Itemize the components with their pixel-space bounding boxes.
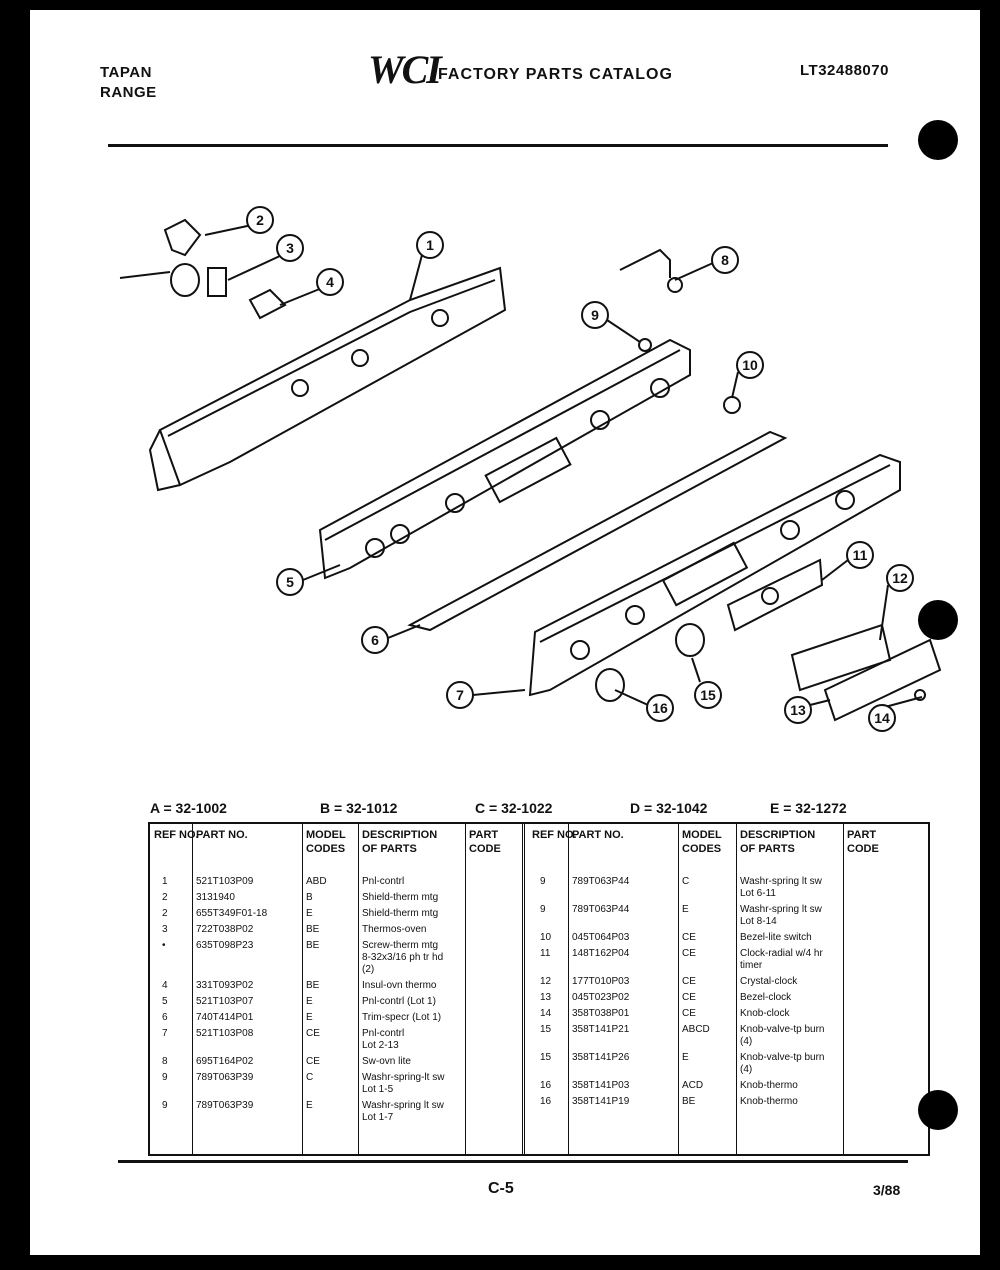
callout-label-4: 4	[326, 274, 334, 290]
part-knob-16	[596, 669, 624, 701]
callout-leader	[732, 372, 738, 398]
punch-hole	[918, 600, 958, 640]
cell-part: 358T038P01	[572, 1008, 630, 1019]
revision-date: 3/88	[873, 1182, 901, 1198]
cell-ref: 15	[540, 1024, 552, 1035]
page-number: C-5	[488, 1180, 514, 1197]
punch-hole	[918, 1090, 958, 1130]
column-divider	[192, 824, 193, 1154]
cell-desc: Clock-radial w/4 hr timer	[740, 948, 823, 971]
cell-part: 789T063P39	[196, 1100, 254, 1111]
cell-part: 789T063P44	[572, 876, 630, 887]
cell-desc: Knob-valve-tp burn (4)	[740, 1024, 825, 1047]
cell-part: 331T093P02	[196, 980, 254, 991]
cell-model: CE	[682, 948, 696, 959]
header-ref-no: REF NO.	[532, 829, 577, 841]
cell-model: ABCD	[682, 1024, 710, 1035]
callout-label-7: 7	[456, 687, 464, 703]
cell-desc: Washr-spring lt sw Lot 6-11	[740, 876, 822, 899]
parts-table	[148, 822, 930, 1156]
cell-part: 148T162P04	[572, 948, 630, 959]
part-knob-15	[676, 624, 704, 656]
wci-logo: WCI	[368, 47, 440, 92]
cell-part: 789T063P39	[196, 1072, 254, 1083]
cell-part: 358T141P21	[572, 1024, 630, 1035]
cell-part: 655T349F01-18	[196, 908, 268, 919]
cell-ref: 14	[540, 1008, 552, 1019]
cell-part: 3131940	[196, 892, 235, 903]
brand-name: TAPAN	[100, 64, 152, 81]
cell-desc: Shield-therm mtg	[362, 892, 439, 903]
cell-model: E	[306, 996, 313, 1007]
callout-label-2: 2	[256, 212, 264, 228]
part-thermostat-group	[120, 220, 285, 318]
cell-desc: Screw-therm mtg 8-32x3/16 ph tr hd (2)	[362, 940, 444, 975]
punch-hole	[918, 120, 958, 160]
cell-model: E	[306, 908, 313, 919]
model-code-e: E = 32-1272	[770, 800, 847, 816]
part-washer-9	[639, 339, 651, 351]
document-number: LT32488070	[800, 62, 889, 79]
cell-model: C	[682, 876, 690, 887]
header-part-code: PART CODE	[469, 829, 501, 855]
cell-part: 521T103P07	[196, 996, 254, 1007]
cell-part: 045T023P02	[572, 992, 630, 1003]
cell-ref: 5	[162, 996, 168, 1007]
cell-ref: 11	[540, 948, 551, 959]
column-divider	[358, 824, 359, 1154]
cell-ref: 2	[162, 892, 168, 903]
cell-part: 789T063P44	[572, 904, 630, 915]
cell-ref: 16	[540, 1080, 552, 1091]
header-part-no: PART NO.	[572, 829, 624, 841]
cell-model: E	[306, 1012, 313, 1023]
cell-desc: Knob-clock	[740, 1008, 790, 1019]
callout-leader	[228, 255, 282, 280]
cell-part: 358T141P03	[572, 1080, 630, 1091]
header-part-no: PART NO.	[196, 829, 248, 841]
cell-model: BE	[306, 924, 320, 935]
cell-part: 635T098P23	[196, 940, 254, 951]
callout-leader	[280, 288, 322, 305]
cell-model: E	[306, 1100, 313, 1111]
cell-desc: Knob-valve-tp burn (4)	[740, 1052, 825, 1075]
cell-desc: Bezel-clock	[740, 992, 792, 1003]
cell-ref: 9	[540, 904, 546, 915]
cell-desc: Washr-spring lt sw Lot 8-14	[740, 904, 822, 927]
cell-ref: 9	[162, 1072, 168, 1083]
cell-ref: 13	[540, 992, 552, 1003]
cell-desc: Insul-ovn thermo	[362, 980, 437, 991]
cell-model: CE	[306, 1028, 320, 1039]
cell-ref: 1	[162, 876, 168, 887]
callout-leader	[607, 320, 640, 342]
callout-label-1: 1	[426, 237, 434, 253]
product-type: RANGE	[100, 84, 157, 101]
callout-label-10: 10	[742, 357, 758, 373]
cell-part: 358T141P19	[572, 1096, 630, 1107]
callout-label-12: 12	[892, 570, 908, 586]
column-divider	[302, 824, 303, 1154]
cell-ref: 3	[162, 924, 168, 935]
cell-ref: 6	[162, 1012, 168, 1023]
callout-label-9: 9	[591, 307, 599, 323]
exploded-parts-diagram	[110, 200, 908, 740]
cell-part: 521T103P08	[196, 1028, 254, 1039]
callout-label-13: 13	[790, 702, 806, 718]
cell-part: 045T064P03	[572, 932, 630, 943]
callout-leader	[822, 560, 848, 580]
cell-ref: 9	[540, 876, 546, 887]
parts-table-right	[528, 824, 928, 1154]
cell-desc: Shield-therm mtg	[362, 908, 439, 919]
callout-leader	[810, 700, 830, 705]
parts-table-left	[150, 824, 522, 1154]
column-divider	[736, 824, 737, 1154]
cell-ref: 16	[540, 1096, 552, 1107]
table-divider	[522, 824, 525, 1154]
cell-model: C	[306, 1072, 314, 1083]
cell-model: CE	[682, 992, 696, 1003]
cell-model: CE	[682, 976, 696, 987]
column-divider	[465, 824, 466, 1154]
callout-leader	[692, 658, 700, 682]
cell-ref: 7	[162, 1028, 168, 1039]
callout-label-5: 5	[286, 574, 294, 590]
cell-desc: Pnl-contrl	[362, 876, 405, 887]
header-ref-no: REF NO.	[154, 829, 199, 841]
header-rule	[108, 144, 888, 147]
column-divider	[843, 824, 844, 1154]
model-code-a: A = 32-1002	[150, 800, 227, 816]
cell-desc: Pnl-contrl Lot 2-13	[362, 1028, 405, 1051]
cell-model: E	[682, 904, 689, 915]
header-description: DESCRIPTION OF PARTS	[740, 829, 816, 855]
cell-ref: 4	[162, 980, 168, 991]
footer-rule	[118, 1160, 908, 1163]
model-code-c: C = 32-1022	[475, 800, 553, 816]
header-model-codes: MODEL CODES	[306, 829, 346, 855]
header-model-codes: MODEL CODES	[682, 829, 722, 855]
cell-model: E	[682, 1052, 689, 1063]
model-code-d: D = 32-1042	[630, 800, 708, 816]
cell-desc: Bezel-lite switch	[740, 932, 812, 943]
callout-label-8: 8	[721, 252, 729, 268]
header-part-code: PART CODE	[847, 829, 879, 855]
catalog-page	[30, 10, 980, 1255]
callout-label-15: 15	[700, 687, 716, 703]
catalog-title: FACTORY PARTS CATALOG	[438, 66, 673, 83]
cell-ref: 10	[540, 932, 552, 943]
cell-model: BE	[682, 1096, 696, 1107]
callout-label-3: 3	[286, 240, 294, 256]
cell-desc: Washr-spring lt sw Lot 1-7	[362, 1100, 444, 1123]
cell-desc: Washr-spring-lt sw Lot 1-5	[362, 1072, 445, 1095]
part-control-panel-1	[150, 268, 505, 490]
column-divider	[568, 824, 569, 1154]
cell-ref: 9	[162, 1100, 168, 1111]
part-control-panel-5	[320, 340, 690, 578]
cell-ref: 12	[540, 976, 552, 987]
cell-ref: 15	[540, 1052, 552, 1063]
cell-desc: Pnl-contrl (Lot 1)	[362, 996, 436, 1007]
cell-model: BE	[306, 980, 320, 991]
cell-model: BE	[306, 940, 320, 951]
part-control-panel-7	[530, 455, 900, 695]
cell-ref: 2	[162, 908, 168, 919]
cell-model: ACD	[682, 1080, 704, 1091]
header-description: DESCRIPTION OF PARTS	[362, 829, 438, 855]
callout-leader	[205, 225, 252, 235]
cell-model: CE	[682, 932, 696, 943]
cell-part: 722T038P02	[196, 924, 254, 935]
callout-label-14: 14	[874, 710, 890, 726]
cell-desc: Sw-ovn lite	[362, 1056, 411, 1067]
cell-model: CE	[306, 1056, 320, 1067]
cell-model: B	[306, 892, 313, 903]
cell-model: CE	[682, 1008, 696, 1019]
column-divider	[678, 824, 679, 1154]
cell-ref: •	[162, 940, 166, 951]
callout-label-16: 16	[652, 700, 668, 716]
callout-leader	[303, 565, 340, 580]
callout-leader	[388, 625, 420, 638]
cell-desc: Trim-specr (Lot 1)	[362, 1012, 442, 1023]
cell-model: ABD	[306, 876, 327, 887]
callout-label-11: 11	[852, 547, 868, 563]
cell-desc: Crystal-clock	[740, 976, 798, 987]
cell-part: 695T164P02	[196, 1056, 254, 1067]
callout-leader	[473, 690, 525, 695]
callout-leader	[675, 263, 713, 280]
cell-part: 358T141P26	[572, 1052, 630, 1063]
cell-desc: Knob-thermo	[740, 1096, 798, 1107]
part-bezel-10	[724, 397, 740, 413]
part-oven-lite-switch-8	[620, 250, 682, 292]
cell-part: 521T103P09	[196, 876, 254, 887]
cell-desc: Knob-thermo	[740, 1080, 798, 1091]
cell-part: 740T414P01	[196, 1012, 254, 1023]
callout-label-6: 6	[371, 632, 379, 648]
cell-ref: 8	[162, 1056, 168, 1067]
part-crystal-12	[792, 625, 890, 690]
callout-leader	[410, 255, 422, 300]
model-code-b: B = 32-1012	[320, 800, 398, 816]
cell-part: 177T010P03	[572, 976, 630, 987]
cell-desc: Thermos-oven	[362, 924, 427, 935]
